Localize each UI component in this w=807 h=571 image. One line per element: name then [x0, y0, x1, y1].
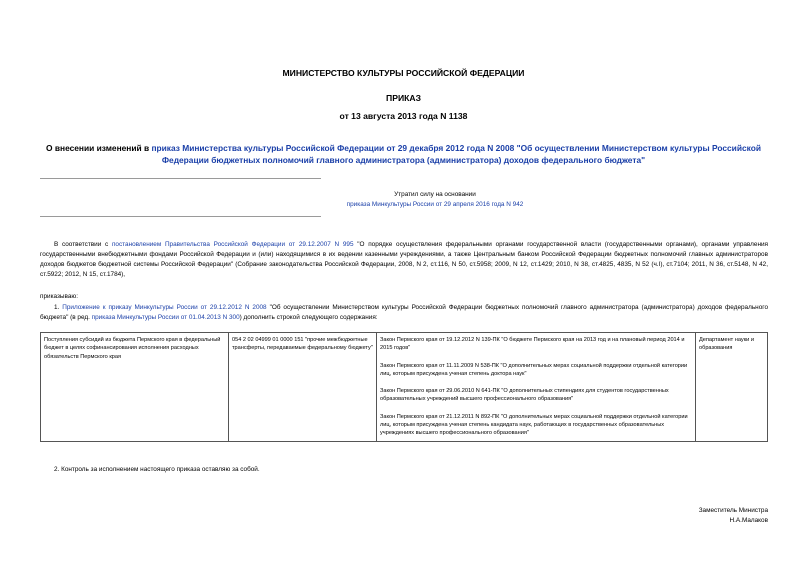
expired-note: [220, 190, 650, 210]
intro-paragraph: [40, 240, 768, 280]
expired-note-link[interactable]: приказа Минкультуры России от 29 апреля 2016 года N 942: [346, 201, 524, 208]
law-item: Закон Пермского края от 19.12.2012 N 139-ПК "О бюджете Пермского края на 2013 год и на плановый период 2014 и 2015 годов": [380, 337, 685, 352]
item-1-appendix-link[interactable]: Приложение к приказу Минкультуры России от 29.12.2012 N 2008: [62, 304, 267, 311]
divider-top: [40, 178, 321, 179]
table-row: [41, 333, 768, 442]
signatory-name: Н.А.Малаков: [729, 517, 768, 524]
item-1-number: 1.: [54, 304, 63, 311]
item-1-text-b: ) дополнить строкой следующего содержания:: [239, 314, 378, 321]
revenue-description-cell: Поступления субсидий из бюджета Пермского края в федеральный бюджет в целях софинансирования исполнения расходных обязательств Пермского края: [41, 333, 229, 442]
divider-bottom: [40, 216, 321, 217]
law-item: Закон Пермского края от 11.11.2009 N 538-ПК "О дополнительных мерах социальной поддержки отдельной категории лиц, которым присуждена ученая степень доктора наук": [380, 362, 688, 377]
document-type: ПРИКАЗ: [386, 93, 421, 103]
title-prefix: О внесении изменений в: [46, 143, 152, 153]
signatory-position: Заместитель Министра: [698, 507, 768, 514]
orders-label: приказываю:: [40, 293, 78, 300]
administrator-cell: Департамент науки и образования: [696, 333, 768, 442]
item-1-text-a: "Об осуществлении Министерством культуры Российской Федерации бюджетных полномочий главного администратора (администратора) доходов федерального бюджета" (в ред.: [40, 304, 768, 321]
item-1-paragraph: [40, 303, 768, 323]
law-item: Закон Пермского края от 29.06.2010 N 641-ПК "О дополнительных стипендиях для студентов государственных образовательных учреждений высшего профессионального образования": [380, 388, 669, 403]
laws-cell: [377, 333, 696, 442]
document-date-number: от 13 августа 2013 года N 1138: [339, 111, 468, 121]
intro-text: "О порядке осуществления федеральными органами государственной власти (государственными органами), органами управления государственными внебюджетными фондами Российской Федерации и (или) находящимися в их ведении казенными учреждениями, а также Центральным банком Российской Федерации бюджетных полномочий главных администраторов доходов бюджетов бюджетной системы Российской Федерации" (Собрание законодательства Российской Федерации, 2008, N 2, ст.116, N 50, ст.5958; 2009, N 12, ст.1429; 2010, N 38, ст.4825, 4835, N 52 (ч.I), ст.7104; 2011, N 36, ст.5148, N 42, ст.5922; 2012, N 15, ст.1784),: [40, 241, 769, 278]
intro-resolution-link[interactable]: постановлением Правительства Российской Федерации от 29.12.2007 N 995: [111, 241, 354, 248]
ministry-name: МИНИСТЕРСТВО КУЛЬТУРЫ РОССИЙСКОЙ ФЕДЕРАЦИИ: [282, 68, 525, 78]
item-2-paragraph: 2. Контроль за исполнением настоящего приказа оставляю за собой.: [54, 466, 260, 473]
expired-note-text: Утратил силу на основании: [394, 191, 476, 198]
signature-block: [699, 506, 768, 526]
intro-prefix: В соответствии с: [54, 241, 112, 248]
document-title: [40, 143, 767, 166]
law-item: Закон Пермского края от 21.12.2011 N 892-ПК "О дополнительных мерах социальной поддержки отдельной категории лиц, которым присуждена ученая степень кандидата наук, работающих в государственных образовательных учреждениях высшего профессионального образования": [380, 413, 688, 437]
item-1-amendment-link[interactable]: приказа Минкультуры России от 01.04.2013 N 300: [91, 314, 240, 321]
title-order-link[interactable]: приказ Министерства культуры Российской Федерации от 29 декабря 2012 года N 2008 "Об осуществлении Министерством культуры Российской Федерации бюджетных полномочий главного администратора (администратора) доходов федерального бюджета": [151, 143, 761, 165]
inserted-row-table: [40, 332, 768, 442]
budget-code-cell: 054 2 02 04999 01 0000 151 "прочие межбюджетные трансферты, передаваемые федеральному бюджету": [229, 333, 377, 442]
